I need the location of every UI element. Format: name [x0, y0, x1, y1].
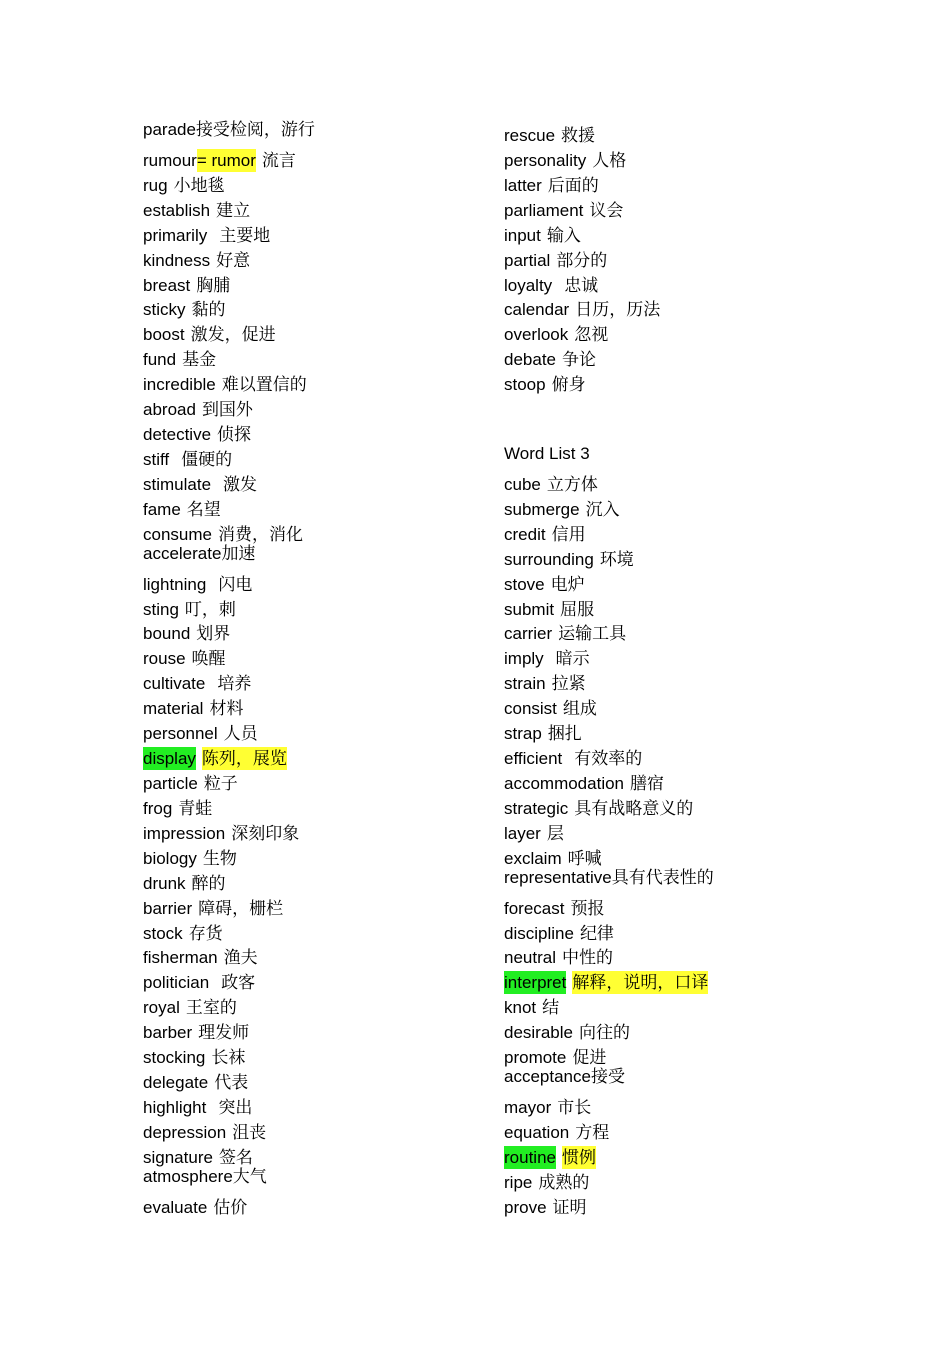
word-entry — [504, 916, 834, 941]
word: desirable — [504, 1023, 573, 1043]
word: credit — [504, 524, 546, 544]
word-entry — [504, 268, 834, 293]
blank-line — [504, 417, 834, 442]
word-entry — [143, 392, 483, 420]
word-entry — [143, 317, 483, 345]
word-entry — [504, 1090, 834, 1115]
word: ripe — [504, 1172, 533, 1192]
meaning: 具有战略意义的 — [574, 798, 694, 818]
meaning: 名望 — [186, 499, 221, 519]
word-entry — [504, 766, 834, 791]
meaning: 层 — [546, 823, 564, 843]
meaning: 沉入 — [585, 499, 620, 519]
meaning: 好意 — [216, 250, 251, 270]
word: stiff — [143, 449, 170, 469]
word: parliament — [504, 200, 584, 220]
word: sting — [143, 599, 179, 619]
meaning: 立方体 — [546, 474, 598, 494]
meaning: 障碍，栅栏 — [198, 898, 284, 918]
word: acceptance — [504, 1067, 591, 1087]
word-entry — [143, 1165, 483, 1190]
word: personnel — [143, 724, 218, 744]
word: particle — [143, 773, 198, 793]
meaning: 预报 — [570, 898, 605, 918]
word: accelerate — [143, 543, 222, 563]
word-entry — [143, 542, 483, 567]
word: atmosphere — [143, 1166, 233, 1186]
word: forecast — [504, 898, 565, 918]
word-entry — [143, 691, 483, 719]
word-entry — [504, 193, 834, 218]
word-entry — [143, 666, 483, 694]
meaning: 理发师 — [198, 1023, 250, 1043]
word-entry — [143, 218, 483, 243]
word-entry — [504, 492, 834, 517]
word-entry — [143, 741, 483, 769]
word-entry — [504, 467, 834, 492]
word: stoop — [504, 375, 546, 395]
word-entry — [143, 1065, 483, 1093]
word-entry — [504, 1190, 834, 1215]
left-word-column — [143, 118, 483, 1215]
meaning: 纪律 — [579, 923, 614, 943]
word: rumour — [143, 150, 197, 170]
meaning: 侦探 — [217, 425, 252, 445]
word: stove — [504, 574, 545, 594]
meaning: 促进 — [572, 1048, 607, 1068]
word: cube — [504, 474, 541, 494]
meaning: 难以置信的 — [221, 375, 307, 395]
meaning: 人格 — [592, 150, 627, 170]
word: strap — [504, 724, 542, 744]
word-entry — [143, 168, 483, 193]
word: promote — [504, 1048, 567, 1068]
word-entry — [143, 940, 483, 968]
word-entry — [504, 292, 834, 320]
highlighted-word: display — [143, 749, 196, 769]
word: frog — [143, 798, 173, 818]
word-entry — [504, 940, 834, 968]
meaning: 市长 — [557, 1097, 592, 1117]
word-entry — [504, 118, 834, 143]
word: efficient — [504, 749, 563, 769]
word: sticky — [143, 300, 186, 320]
word-entry — [143, 467, 483, 492]
meaning: 激发 — [223, 474, 258, 494]
word-entry — [504, 168, 834, 193]
word: partial — [504, 250, 551, 270]
word-entry — [143, 243, 483, 268]
word: kindness — [143, 250, 211, 270]
word: primarily — [143, 225, 208, 245]
word-entry — [504, 1165, 834, 1190]
word: imply — [504, 649, 544, 669]
meaning: 叮，刺 — [184, 599, 236, 619]
word: carrier — [504, 624, 553, 644]
meaning: 电炉 — [550, 574, 585, 594]
meaning: 日历，历法 — [575, 300, 661, 320]
meaning: 拉紧 — [551, 674, 586, 694]
meaning: 黏的 — [191, 300, 226, 320]
highlighted-meaning: 惯例 — [561, 1147, 596, 1167]
meaning: 呼喊 — [567, 848, 602, 868]
word: consume — [143, 524, 212, 544]
meaning: 培养 — [217, 674, 252, 694]
meaning: 胸脯 — [196, 275, 231, 295]
word-entry — [143, 816, 483, 841]
meaning: 建立 — [216, 200, 251, 220]
meaning: 结 — [542, 998, 560, 1018]
word: incredible — [143, 375, 216, 395]
meaning: 估价 — [213, 1197, 248, 1217]
meaning: 接受检阅，游行 — [195, 120, 315, 139]
word-entry — [504, 841, 834, 866]
word: material — [143, 699, 204, 719]
word-entry — [504, 1015, 834, 1043]
word: politician — [143, 973, 210, 993]
meaning: 闪电 — [218, 574, 253, 594]
word: barrier — [143, 898, 193, 918]
meaning: 俯身 — [551, 375, 586, 395]
word-entry — [143, 1090, 483, 1115]
word: signature — [143, 1147, 213, 1167]
word-entry — [143, 916, 483, 941]
word-entry — [504, 1140, 834, 1165]
word-entry — [504, 542, 834, 567]
meaning: 人员 — [223, 724, 258, 744]
section-heading — [504, 442, 834, 467]
word: detective — [143, 425, 212, 445]
word-entry — [143, 567, 483, 592]
word-entry — [504, 641, 834, 669]
word: exclaim — [504, 848, 562, 868]
word: evaluate — [143, 1197, 208, 1217]
word: fisherman — [143, 948, 218, 968]
meaning: 醉的 — [191, 873, 226, 893]
word: breast — [143, 275, 191, 295]
word-entry — [143, 193, 483, 218]
meaning: 长袜 — [211, 1048, 246, 1068]
word: prove — [504, 1197, 547, 1217]
meaning: 忽视 — [574, 325, 609, 345]
meaning: 流言 — [261, 150, 296, 170]
word-entry — [143, 367, 483, 395]
word-entry — [504, 616, 834, 644]
word-entry — [504, 716, 834, 744]
word-entry — [504, 218, 834, 243]
word-entry — [143, 716, 483, 744]
word: impression — [143, 823, 226, 843]
word: bound — [143, 624, 191, 644]
word: input — [504, 225, 541, 245]
word: neutral — [504, 948, 556, 968]
word: equation — [504, 1122, 570, 1142]
word-entry — [143, 965, 483, 993]
meaning: 深刻印象 — [231, 823, 300, 843]
word-entry — [143, 592, 483, 617]
meaning: 暗示 — [555, 649, 590, 669]
word-entry — [504, 517, 834, 542]
word: rouse — [143, 649, 186, 669]
word: cultivate — [143, 674, 206, 694]
word-entry — [143, 990, 483, 1018]
word-entry — [504, 791, 834, 816]
meaning: 议会 — [589, 200, 624, 220]
meaning: 方程 — [575, 1122, 610, 1142]
word: delegate — [143, 1073, 209, 1093]
meaning: 僵硬的 — [181, 449, 233, 469]
word: overlook — [504, 325, 569, 345]
word: stocking — [143, 1048, 206, 1068]
word-entry — [143, 417, 483, 445]
meaning: 基金 — [182, 350, 217, 370]
word: strain — [504, 674, 546, 694]
word-entry — [143, 442, 483, 467]
meaning: 主要地 — [219, 225, 271, 245]
word-entry — [143, 891, 483, 916]
word-entry — [504, 592, 834, 617]
word: boost — [143, 325, 185, 345]
meaning: 突出 — [218, 1097, 253, 1117]
word: fund — [143, 350, 177, 370]
meaning: 证明 — [552, 1197, 587, 1217]
word: fame — [143, 499, 181, 519]
word: discipline — [504, 923, 574, 943]
highlighted-word: routine — [504, 1147, 556, 1167]
meaning: 粒子 — [203, 773, 238, 793]
meaning: 大气 — [232, 1166, 267, 1186]
meaning: 输入 — [546, 225, 581, 245]
highlighted-word: interpret — [504, 973, 567, 993]
word: accommodation — [504, 773, 625, 793]
word: establish — [143, 200, 211, 220]
word: mayor — [504, 1097, 552, 1117]
word: stock — [143, 923, 183, 943]
word: rug — [143, 175, 168, 195]
word: surrounding — [504, 549, 594, 569]
word: calendar — [504, 300, 570, 320]
word-entry — [143, 1140, 483, 1165]
meaning: 政客 — [221, 973, 256, 993]
meaning: 存货 — [188, 923, 223, 943]
word: rescue — [504, 126, 556, 145]
meaning: 沮丧 — [232, 1122, 267, 1142]
meaning: 向往的 — [579, 1023, 630, 1043]
word-entry — [143, 292, 483, 320]
word-entry — [504, 243, 834, 268]
word: barber — [143, 1023, 193, 1043]
right-word-column — [504, 118, 834, 1215]
word: parade — [143, 120, 196, 139]
meaning: 接受 — [590, 1067, 625, 1087]
meaning: 中性的 — [561, 948, 613, 968]
word-entry — [504, 666, 834, 694]
meaning: 捆扎 — [547, 724, 582, 744]
meaning: 有效率的 — [574, 749, 643, 769]
word-entry — [143, 342, 483, 370]
word: knot — [504, 998, 537, 1018]
word-entry — [143, 118, 483, 143]
word-entry — [143, 268, 483, 293]
word: personality — [504, 150, 587, 170]
word-entry — [504, 1115, 834, 1140]
meaning: 环境 — [599, 549, 634, 569]
meaning: 忠诚 — [564, 275, 599, 295]
word-entry — [504, 965, 834, 993]
word: abroad — [143, 400, 196, 420]
meaning: 部分的 — [556, 250, 608, 270]
meaning: 代表 — [214, 1073, 249, 1093]
highlighted-meaning: 陈列，展览 — [201, 749, 287, 769]
meaning: 成熟的 — [538, 1172, 590, 1192]
word-entry — [143, 143, 483, 168]
word: debate — [504, 350, 556, 370]
meaning: 后面的 — [547, 175, 599, 195]
meaning: 消费，消化 — [217, 524, 303, 544]
word: consist — [504, 699, 557, 719]
word: layer — [504, 823, 541, 843]
meaning: 激发，促进 — [190, 325, 276, 345]
word: submit — [504, 599, 555, 619]
word: strategic — [504, 798, 569, 818]
word-entry — [504, 143, 834, 168]
word-entry — [504, 891, 834, 916]
word: submerge — [504, 499, 580, 519]
word-entry — [504, 1065, 834, 1090]
word-entry — [143, 1040, 483, 1068]
meaning: 王室的 — [185, 998, 237, 1018]
word: depression — [143, 1122, 227, 1142]
word: drunk — [143, 873, 186, 893]
word-entry — [143, 517, 483, 542]
word-entry — [504, 691, 834, 719]
word-entry — [504, 342, 834, 370]
word-entry — [143, 641, 483, 669]
word-entry — [504, 567, 834, 592]
meaning: 膳宿 — [630, 773, 665, 793]
meaning: 材料 — [209, 699, 244, 719]
word-list-title: Word List 3 — [504, 443, 590, 463]
word: latter — [504, 175, 542, 195]
meaning: 唤醒 — [191, 649, 226, 669]
meaning: 具有代表性的 — [611, 867, 714, 887]
word-entry — [143, 1115, 483, 1140]
meaning: 争论 — [562, 350, 596, 370]
meaning: 渔夫 — [223, 948, 258, 968]
meaning: 运输工具 — [558, 624, 627, 644]
word: lightning — [143, 574, 207, 594]
word: royal — [143, 998, 180, 1018]
word-entry — [504, 367, 834, 395]
meaning: 到国外 — [201, 400, 253, 420]
word-entry — [143, 766, 483, 791]
word-entry — [143, 866, 483, 891]
meaning: 青蛙 — [178, 798, 213, 818]
word-entry — [143, 492, 483, 517]
word: representative — [504, 867, 612, 887]
meaning: 生物 — [202, 848, 237, 868]
highlighted-meaning: 解释，说明，口译 — [572, 973, 709, 993]
meaning: 签名 — [218, 1147, 253, 1167]
word-entry — [143, 1015, 483, 1043]
word-entry — [504, 317, 834, 345]
word-entry — [504, 741, 834, 769]
meaning: 屈服 — [560, 599, 595, 619]
word-entry — [143, 791, 483, 816]
equivalent-spelling: = rumor — [196, 150, 256, 170]
meaning: 组成 — [562, 699, 597, 719]
meaning: 救援 — [561, 126, 596, 145]
word-entry — [143, 841, 483, 866]
word: biology — [143, 848, 197, 868]
meaning: 加速 — [221, 543, 256, 563]
word: loyalty — [504, 275, 553, 295]
meaning: 划界 — [196, 624, 231, 644]
word: stimulate — [143, 474, 212, 494]
meaning: 小地毯 — [173, 175, 225, 195]
word: highlight — [143, 1097, 207, 1117]
word-entry — [504, 866, 834, 891]
word-entry — [504, 1040, 834, 1068]
word-entry — [143, 1190, 483, 1215]
word-entry — [143, 616, 483, 644]
meaning: 信用 — [551, 524, 586, 544]
